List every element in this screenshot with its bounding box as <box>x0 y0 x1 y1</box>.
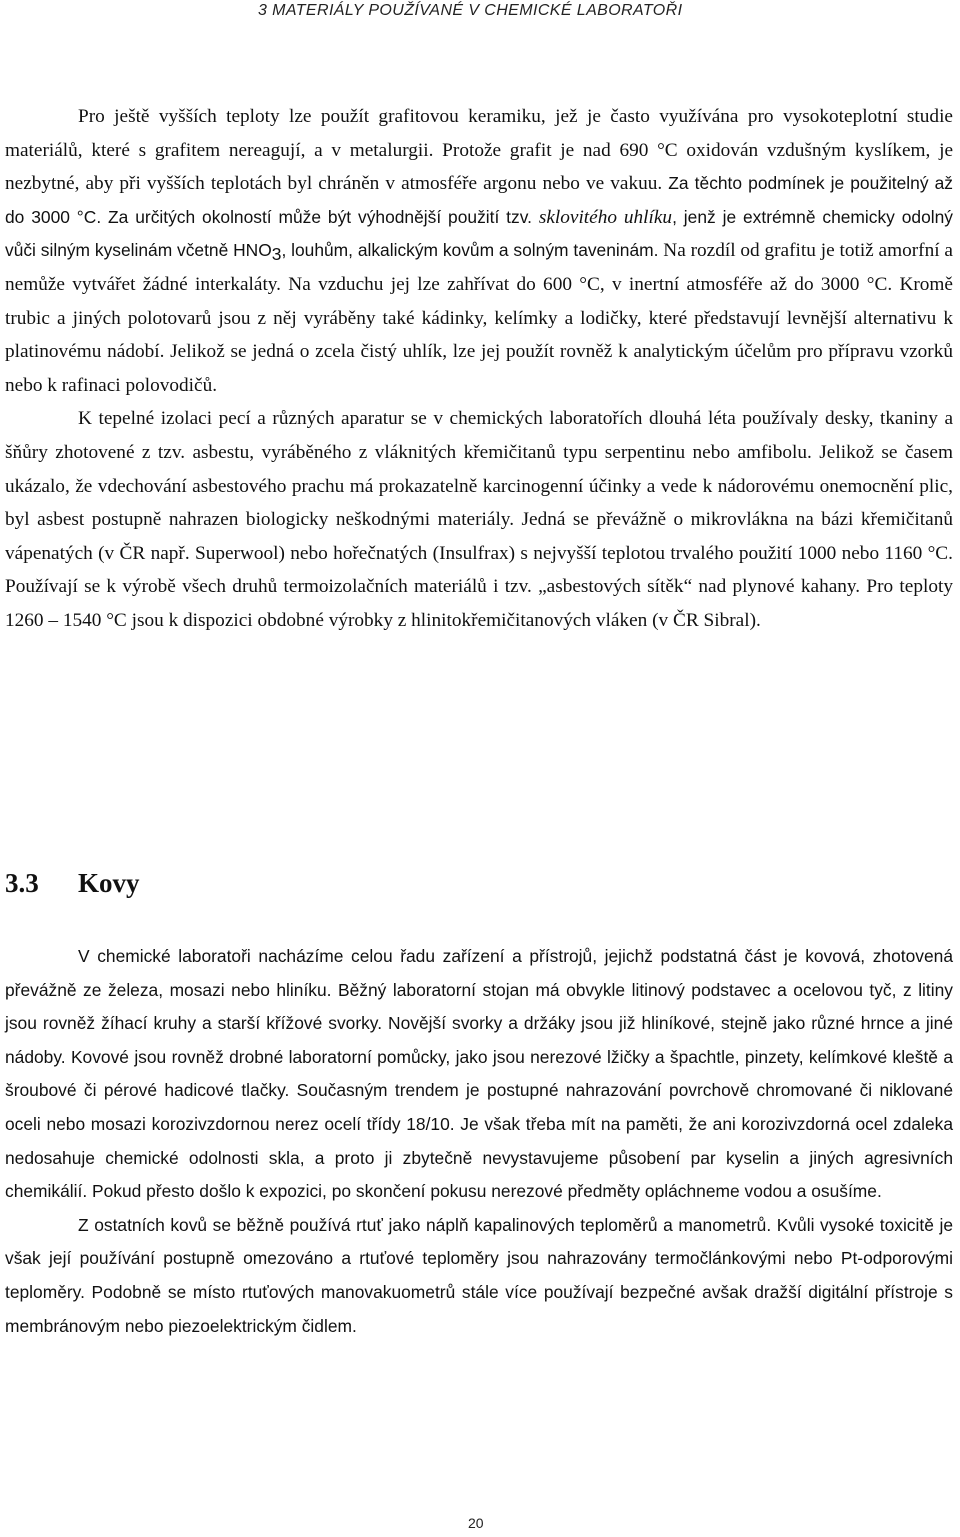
section-heading <box>5 868 140 899</box>
text-run: Za určitých okolností může být výhodnější použití tzv. <box>108 206 539 227</box>
section-body-ceramics <box>5 100 953 638</box>
text-run: Pro ještě vyšších teploty lze použít grafitovou keramiku, jež je často využívána pro vysokoteplotní studie materiálů, které s grafitem nereagují, a v metalurgii. Protože grafit je nad 690 °C oxidován vzdušným kyslíkem, je nezbytné, aby při vyšších teplotách byl chráněn v atmosféře argonu nebo ve vakuu. <box>5 106 953 195</box>
text-run: , jenž je extrémně chemicky odolný vůči silným kyselinám včetně HNO <box>5 206 953 261</box>
italic-term: sklovitého uhlíku <box>538 206 673 228</box>
text-run: , louhům, alkalickým kovům a solným taveninám. <box>281 240 659 261</box>
section-title: Kovy <box>78 868 140 898</box>
running-header: 3 MATERIÁLY POUŽÍVANÉ V CHEMICKÉ LABORATOŘI <box>258 2 683 19</box>
paragraph-asbestos: K tepelné izolaci pecí a různých aparatur se v chemických laboratořích dlouhá léta používaly desky, tkaniny a šňůry zhotovené z tzv. asbestu, vyráběného z vláknitých křemičitanů typu serpentinu nebo amfibolu. Jelikož se časem ukázalo, že vdechování asbestového prachu má prokazatelně karcinogenní účinky a vede k nádorovému onemocnění plic, byl asbest postupně nahrazen biologicky neškodnými materiály. Jedná se převážně o mikrovlákna na bázi křemičitanů vápenatých (v ČR např. Superwool) nebo hořečnatých (Insulfrax) s nejvyšší teplotou trvalého použití 1000 nebo 1160 °C. Používají se k výrobě všech druhů termoizolačních materiálů i tzv. „asbestových sítěk“ nad plynové kahany. Pro teploty 1260 – 1540 °C jsou k dispozici obdobné výrobky z hlinitokřemičitanových vláken (v ČR Sibral). <box>5 408 953 631</box>
section-number: 3.3 <box>5 868 39 898</box>
section-body-metals <box>5 940 953 1343</box>
paragraph-graphite <box>5 100 953 402</box>
text-run: Na rozdíl od grafitu je totiž amorfní a nemůže vytvářet žádné interkaláty. Na vzduchu jej lze zahřívat do 600 °C, v inertní atmosféře až do 3000 °C. Kromě trubic a jiných polotovarů jsou z něj vyráběny také kádinky, kelímky a lodičky, které představují levnější alternativu k platinovému nádobí. Jelikož se jedná o zcela čistý uhlík, lze jej použít rovněž k analytickým účelům pro přípravu vzorků nebo k rafinaci polovodičů. <box>5 240 953 396</box>
paragraph-mercury: Z ostatních kovů se běžně používá rtuť jako náplň kapalinových teploměrů a manometrů. Kvůli vysoké toxicitě je však její používání postupně omezováno a rtuťové teploměry jsou nahrazovány termočlánkovými nebo Pt-odporovými teploměry. Podobně se místo rtuťových manovakuometrů stále více používají bezpečné avšak dražší digitální přístroje s membránovým nebo piezoelektrickým čidlem. <box>5 1214 953 1336</box>
paragraph-metals: V chemické laboratoři nacházíme celou řadu zařízení a přístrojů, jejichž podstatná část je kovová, zhotovená převážně ze železa, mosazi nebo hliníku. Běžný laboratorní stojan má obvykle litinový podstavec a ocelovou tyč, z litiny jsou rovněž žíhací kruhy a starší křížové svorky. Novější svorky a držáky jsou již hliníkové, stejně jako různé hrnce a jiné nádoby. Kovové jsou rovněž drobné laboratorní pomůcky, jako jsou nerezové lžičky a špachtle, pinzety, kelímkové kleště a šroubové či pérové hadicové tlačky. Současným trendem je postupné nahrazování povrchově chromované či niklované oceli nebo mosazi korozivzdornou nerez ocelí třídy 18/10. Je však třeba mít na paměti, že ani korozivzdorná ocel zdaleka nedosahuje chemické odolnosti skla, a proto ji zbytečně nevystavujeme působení par kyselin a jiných agresivních chemikálií. Pokud přesto došlo k expozici, po skončení pokusu nerezové předměty opláchneme vodou a osušíme. <box>5 946 953 1202</box>
page-number: 20 <box>468 1515 484 1531</box>
subscript: 3 <box>271 244 282 265</box>
text-run: Za těchto podmínek je použitelný až do 3000 °C. <box>5 173 953 227</box>
